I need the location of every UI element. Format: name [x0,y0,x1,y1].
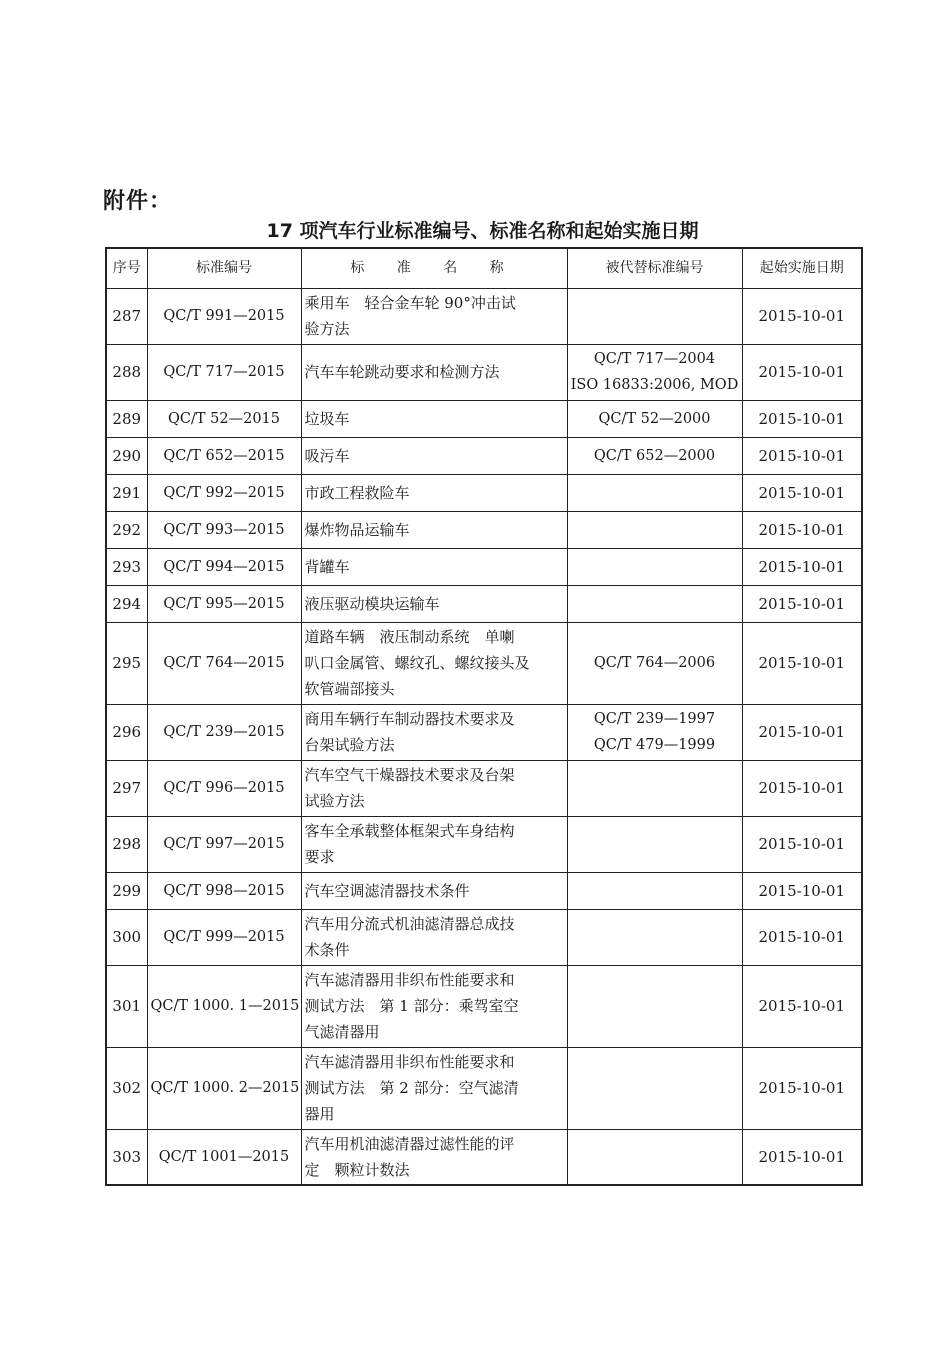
cell-replaced-standard [567,909,742,965]
name-line: 汽车滤清器用非织布性能要求和 [304,1053,515,1071]
name-line: 汽车滤清器用非织布性能要求和 [304,971,515,989]
cell-effective-date: 2015-10-01 [742,1047,862,1129]
cell-effective-date: 2015-10-01 [742,965,862,1047]
table-row [106,872,862,909]
table-row [106,344,862,400]
cell-replaced-standard [567,585,742,622]
cell-effective-date: 2015-10-01 [742,288,862,344]
cell-replaced-standard [567,622,742,704]
cell-effective-date: 2015-10-01 [742,400,862,437]
name-line: 道路车辆 液压制动系统 单喇 [304,628,515,646]
table-row [106,437,862,474]
column-header-code: 标准编号 [147,248,301,288]
cell-standard-code: QC/T 717—2015 [147,344,301,400]
cell-standard-code: QC/T 1000. 1—2015 [147,965,301,1047]
cell-seq: 294 [106,585,147,622]
standards-table [105,247,863,1186]
name-line: 垃圾车 [304,409,350,428]
cell-seq: 296 [106,704,147,760]
cell-replaced-standard [567,704,742,760]
cell-effective-date: 2015-10-01 [742,1129,862,1185]
name-line: 软管端部接头 [304,680,395,698]
cell-standard-name [301,816,567,872]
table-body [106,288,862,1185]
name-line: 台架试验方法 [304,736,395,754]
cell-seq: 289 [106,400,147,437]
cell-standard-code: QC/T 992—2015 [147,474,301,511]
name-line: 商用车辆行车制动器技术要求及 [304,710,515,728]
table-row [106,816,862,872]
name-line: 汽车空调滤清器技术条件 [304,881,470,900]
table-row [106,474,862,511]
cell-effective-date: 2015-10-01 [742,872,862,909]
name-line: 验方法 [304,320,350,338]
cell-effective-date: 2015-10-01 [742,816,862,872]
cell-effective-date: 2015-10-01 [742,622,862,704]
cell-standard-name [301,548,567,585]
name-line: 吸污车 [304,446,350,465]
name-line: 汽车用机油滤清器过滤性能的评 [304,1134,515,1153]
cell-standard-name [301,344,567,400]
cell-seq: 290 [106,437,147,474]
replaced-line: QC/T 479—1999 [593,737,716,753]
cell-standard-name [301,288,567,344]
table-row [106,909,862,965]
cell-effective-date: 2015-10-01 [742,474,862,511]
attachment-label: 附件： [103,189,173,214]
name-line: 器用 [304,1105,335,1123]
cell-standard-name [301,622,567,704]
cell-standard-code: QC/T 991—2015 [147,288,301,344]
replaced-line: QC/T 764—2006 [593,655,716,671]
name-line: 测试方法 第 1 部分：乘驾室空 [304,997,519,1015]
cell-effective-date: 2015-10-01 [742,704,862,760]
cell-effective-date: 2015-10-01 [742,760,862,816]
table-row [106,1047,862,1129]
name-line: 汽车车轮跳动要求和检测方法 [304,363,500,381]
table-header-row [106,248,862,288]
table-row [106,704,862,760]
replaced-line: QC/T 239—1997 [593,711,716,727]
cell-seq: 303 [106,1129,147,1185]
name-line: 要求 [304,848,335,866]
name-line: 客车全承载整体框架式车身结构 [304,822,515,840]
cell-standard-code: QC/T 1000. 2—2015 [147,1047,301,1129]
name-line: 市政工程救险车 [304,483,410,502]
cell-replaced-standard [567,872,742,909]
table-row [106,511,862,548]
cell-effective-date: 2015-10-01 [742,344,862,400]
column-header-replaced: 被代替标准编号 [567,248,742,288]
cell-standard-name [301,511,567,548]
cell-seq: 297 [106,760,147,816]
name-line: 定 颗粒计数法 [304,1160,410,1179]
replaced-line: QC/T 52—2000 [598,410,711,427]
cell-seq: 291 [106,474,147,511]
cell-standard-code: QC/T 996—2015 [147,760,301,816]
cell-standard-name [301,760,567,816]
cell-standard-code: QC/T 764—2015 [147,622,301,704]
cell-replaced-standard [567,965,742,1047]
name-line: 术条件 [304,941,350,959]
cell-replaced-standard [567,816,742,872]
cell-seq: 302 [106,1047,147,1129]
table-row [106,585,862,622]
cell-standard-name [301,437,567,474]
cell-standard-name [301,965,567,1047]
cell-standard-code: QC/T 994—2015 [147,548,301,585]
name-line: 汽车用分流式机油滤清器总成技 [304,915,515,933]
replaced-line: ISO 16833:2006, MOD [570,377,739,393]
name-line: 乘用车 轻合金车轮 90°冲击试 [304,294,516,312]
cell-replaced-standard [567,1047,742,1129]
cell-seq: 287 [106,288,147,344]
cell-effective-date: 2015-10-01 [742,511,862,548]
cell-replaced-standard [567,400,742,437]
cell-replaced-standard [567,548,742,585]
cell-replaced-standard [567,344,742,400]
table-row [106,400,862,437]
cell-standard-code: QC/T 995—2015 [147,585,301,622]
table-row [106,548,862,585]
name-line: 汽车空气干燥器技术要求及台架 [304,766,515,784]
table-row [106,760,862,816]
cell-standard-code: QC/T 993—2015 [147,511,301,548]
column-header-seq: 序号 [106,248,147,288]
cell-replaced-standard [567,760,742,816]
replaced-line: QC/T 652—2000 [593,447,716,464]
replaced-line: QC/T 717—2004 [593,351,716,367]
column-header-name: 标 准 名 称 [301,248,567,288]
cell-seq: 300 [106,909,147,965]
cell-standard-name [301,909,567,965]
cell-standard-code: QC/T 998—2015 [147,872,301,909]
table-row [106,965,862,1047]
cell-standard-name [301,474,567,511]
cell-standard-code: QC/T 52—2015 [147,400,301,437]
name-line: 试验方法 [304,792,365,810]
cell-effective-date: 2015-10-01 [742,909,862,965]
name-line: 背罐车 [304,557,350,576]
name-line: 爆炸物品运输车 [304,520,410,539]
cell-standard-code: QC/T 239—2015 [147,704,301,760]
cell-standard-name [301,585,567,622]
cell-standard-name [301,400,567,437]
cell-seq: 295 [106,622,147,704]
cell-replaced-standard [567,1129,742,1185]
name-line: 液压驱动模块运输车 [304,594,440,613]
cell-seq: 292 [106,511,147,548]
cell-replaced-standard [567,511,742,548]
cell-seq: 301 [106,965,147,1047]
cell-effective-date: 2015-10-01 [742,585,862,622]
cell-standard-code: QC/T 1001—2015 [147,1129,301,1185]
cell-replaced-standard [567,288,742,344]
cell-seq: 298 [106,816,147,872]
cell-standard-code: QC/T 999—2015 [147,909,301,965]
cell-standard-code: QC/T 652—2015 [147,437,301,474]
cell-standard-code: QC/T 997—2015 [147,816,301,872]
table-row [106,288,862,344]
cell-seq: 293 [106,548,147,585]
cell-effective-date: 2015-10-01 [742,437,862,474]
cell-standard-name [301,1129,567,1185]
cell-replaced-standard [567,474,742,511]
column-header-date: 起始实施日期 [742,248,862,288]
cell-seq: 288 [106,344,147,400]
cell-standard-name [301,872,567,909]
cell-effective-date: 2015-10-01 [742,548,862,585]
name-line: 气滤清器用 [304,1023,380,1041]
table-row [106,1129,862,1185]
name-line: 叭口金属管、螺纹孔、螺纹接头及 [304,654,530,672]
cell-seq: 299 [106,872,147,909]
name-line: 测试方法 第 2 部分：空气滤清 [304,1079,519,1097]
cell-replaced-standard [567,437,742,474]
table-row [106,622,862,704]
document-title: 17 项汽车行业标准编号、标准名称和起始实施日期 [266,220,699,242]
cell-standard-name [301,704,567,760]
cell-standard-name [301,1047,567,1129]
